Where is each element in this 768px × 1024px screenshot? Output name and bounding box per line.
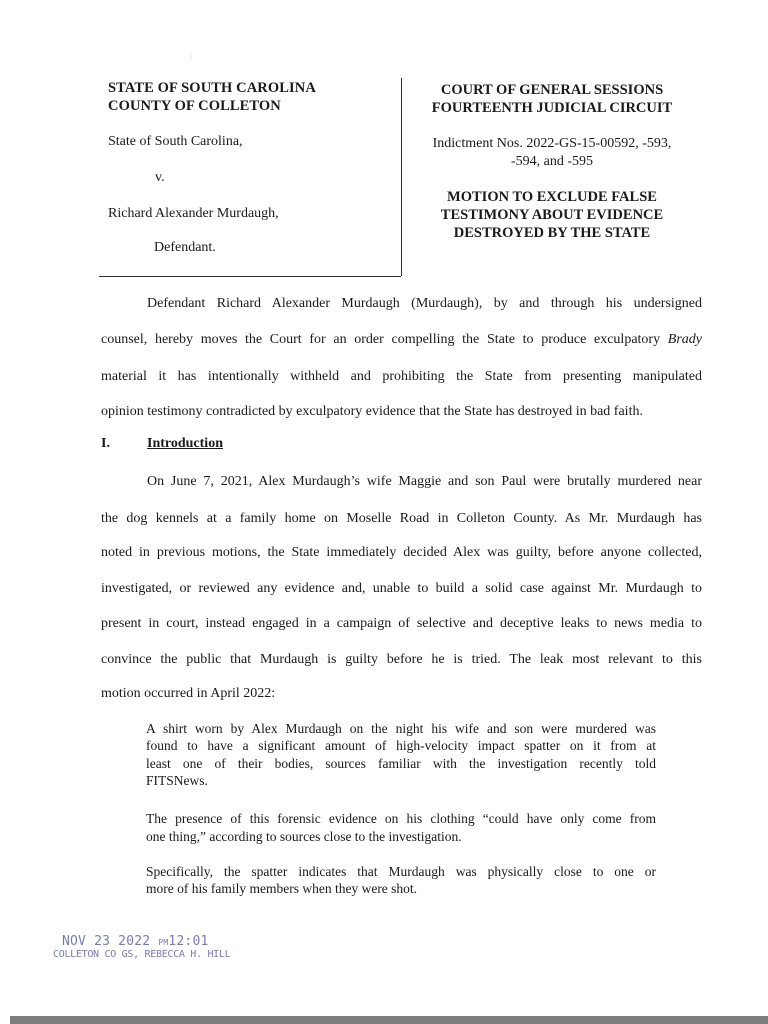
caption-county-heading: COUNTY OF COLLETON <box>108 98 281 114</box>
quote-line: The presence of this forensic evidence on his clothing “could have only come from <box>146 811 656 826</box>
motion-title-line-3: DESTROYED BY THE STATE <box>453 225 651 241</box>
quote-line: A shirt worn by Alex Murdaugh on the night his wife and son were murdered was <box>146 721 656 736</box>
stamp-date-text: NOV 23 2022 <box>62 934 151 949</box>
section-body-line: convince the public that Murdaugh is guilty before he is tried. The leak most relevant to this <box>101 652 702 667</box>
quote-line: found to have a significant amount of high-velocity impact spatter on it from at <box>146 738 656 753</box>
caption-plaintiff: State of South Carolina, <box>108 134 243 149</box>
caption-defendant-name: Richard Alexander Murdaugh, <box>108 206 279 221</box>
stamp-time: 12:01 <box>168 934 209 949</box>
section-body-line: the dog kennels at a family home on Moselle Road in Colleton County. As Mr. Murdaugh has <box>101 511 702 526</box>
quote-line: FITSNews. <box>146 773 208 788</box>
section-body-line: present in court, instead engaged in a campaign of selective and deceptive leaks to news media to <box>101 616 702 631</box>
filing-stamp-clerk: COLLETON CO GS, REBECCA H. HILL <box>53 949 231 960</box>
filing-stamp-date <box>62 934 209 949</box>
intro-paragraph-line <box>101 332 702 348</box>
section-title: Introduction <box>147 436 223 451</box>
section-body-line: noted in previous motions, the State immediately decided Alex was guilty, before anyone collected, <box>101 545 702 560</box>
indictment-numbers: Indictment Nos. 2022-GS-15-00592, -593, <box>432 136 672 151</box>
caption-versus: v. <box>155 170 165 185</box>
quote-line: least one of their bodies, sources familiar with the investigation recently told <box>146 756 656 771</box>
stamp-meridiem: PM <box>158 938 169 947</box>
motion-title-line-1: MOTION TO EXCLUDE FALSE <box>447 189 657 205</box>
section-body-line: motion occurred in April 2022: <box>101 686 276 701</box>
scan-edge-bar <box>10 1016 768 1024</box>
quote-line: one thing,” according to sources close to the investigation. <box>146 829 462 844</box>
intro-paragraph-line: material it has intentionally withheld and prohibiting the State from presenting manipulated <box>101 369 702 384</box>
circuit-heading: FOURTEENTH JUDICIAL CIRCUIT <box>431 100 673 116</box>
intro-paragraph-line: opinion testimony contradicted by exculpatory evidence that the State has destroyed in bad faith. <box>101 404 643 419</box>
quote-line: Specifically, the spatter indicates that Murdaugh was physically close to one or <box>146 864 656 879</box>
motion-title-line-2: TESTIMONY ABOUT EVIDENCE <box>440 207 664 223</box>
brady-italic-term: Brady <box>667 332 702 347</box>
caption-defendant-label: Defendant. <box>154 240 216 255</box>
section-number: I. <box>101 436 110 451</box>
section-body-line: On June 7, 2021, Alex Murdaugh’s wife Maggie and son Paul were brutally murdered near <box>147 474 702 489</box>
scan-artifact-mark: : <box>190 50 193 60</box>
section-body-line: investigated, or reviewed any evidence and, unable to build a solid case against Mr. Murdaugh to <box>101 581 702 596</box>
indictment-numbers-continued: -594, and -595 <box>510 154 594 169</box>
caption-parties-block <box>99 78 401 277</box>
intro-paragraph-line: Defendant Richard Alexander Murdaugh (Murdaugh), by and through his undersigned <box>147 296 702 311</box>
court-name-heading: COURT OF GENERAL SESSIONS <box>440 82 664 98</box>
intro-paragraph-text: counsel, hereby moves the Court for an order compelling the State to produce exculpatory <box>101 332 668 347</box>
caption-state-heading: STATE OF SOUTH CAROLINA <box>108 80 316 96</box>
quote-line: more of his family members when they were shot. <box>146 881 418 896</box>
